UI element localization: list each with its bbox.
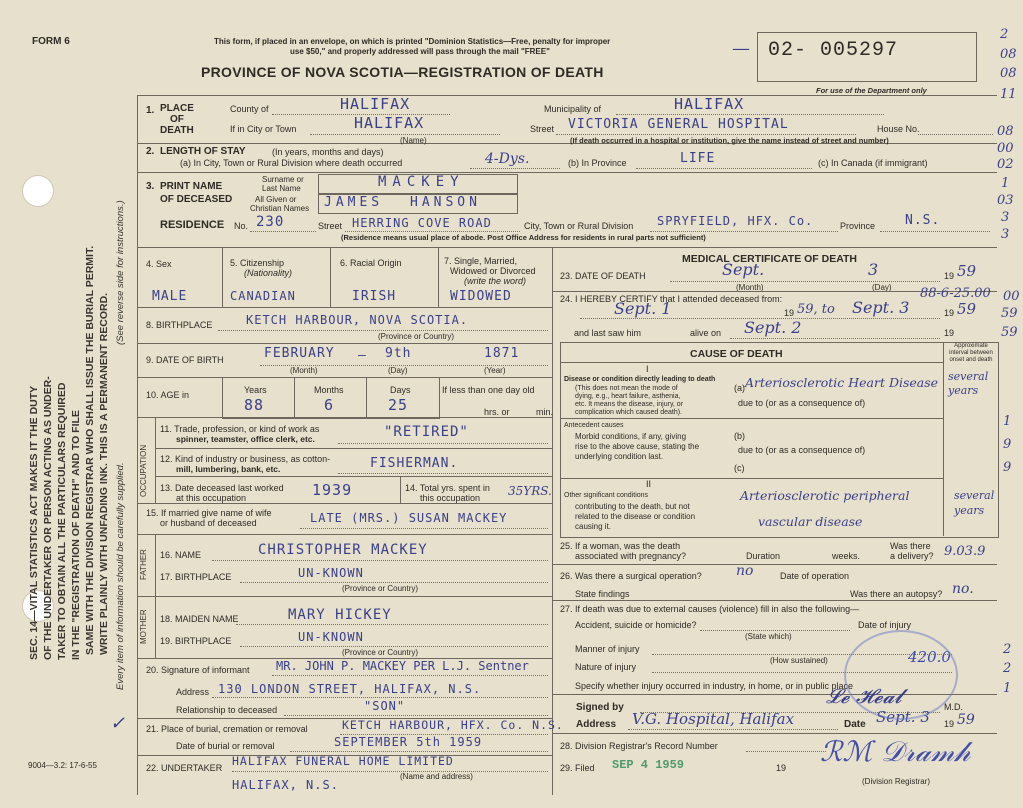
date-op-label: Date of operation <box>780 571 850 581</box>
margin-text-6: WRITE PLAINLY WITH UNFADING INK. THIS IS A PERMANENT RECORD. <box>98 292 110 655</box>
citizenship-sub: (Nationality) <box>244 268 293 278</box>
other-3: related to the disease or condition <box>575 512 696 521</box>
q17-label: 17. BIRTHPLACE <box>160 572 232 582</box>
code-4: 11 <box>1000 87 1017 102</box>
rule-after-q25 <box>552 564 997 565</box>
municipality-label: Municipality of <box>544 104 602 114</box>
code-15: 1 <box>1003 414 1012 429</box>
cause-c-label: (c) <box>734 463 745 473</box>
q14-value[interactable]: 35YRS. <box>508 484 552 498</box>
birthplace-label: 8. BIRTHPLACE <box>146 320 213 330</box>
margin-text-1: SEC. 14—VITAL STATISTICS ACT MAKES IT THE DUTY <box>28 385 40 660</box>
registrar-signature[interactable]: ℛℳ 𝒟𝓇𝒶𝓂𝒽 <box>820 735 971 768</box>
age-years[interactable]: 88 <box>244 396 265 414</box>
relationship-value[interactable]: "SON" <box>364 699 406 713</box>
age-div-1 <box>294 377 295 417</box>
sex-label: 4. Sex <box>146 259 172 269</box>
q11-value[interactable]: "RETIRED" <box>384 424 469 440</box>
code-2: 08 <box>1000 47 1017 62</box>
given-label-2: Christian Names <box>250 204 310 213</box>
street-note: (If death occurred in a hospital or institution, give the name instead of street and number) <box>570 136 889 145</box>
prov-sub-2: (Province or Country) <box>342 648 419 657</box>
division-registrar: (Division Registrar) <box>862 777 931 786</box>
antecedent-3: rise to the above cause, stating the <box>575 442 700 451</box>
q16-label: 16. NAME <box>160 550 202 560</box>
q13-label-2: at this occupation <box>176 493 247 503</box>
column-divider <box>552 247 553 795</box>
age-days[interactable]: 25 <box>388 396 409 414</box>
accident-line <box>700 630 850 631</box>
q11-label-1: 11. Trade, profession, or kind of work as <box>160 424 320 434</box>
margin-text-7: Every item of information should be carefully supplied. <box>115 462 126 690</box>
margin-text-3: TAKER TO OBTAIN ALL THE PARTICULARS REQUIRED <box>56 382 68 660</box>
cause-title: CAUSE OF DEATH <box>690 348 783 360</box>
age-div-2 <box>366 377 367 417</box>
q22-label: 22. UNDERTAKER <box>146 763 223 773</box>
city-line <box>310 134 500 135</box>
surgical-value[interactable]: no <box>736 563 754 579</box>
place-label-2: OF <box>170 114 184 125</box>
attend-from-year[interactable]: 59, to <box>797 302 835 317</box>
months-label: Months <box>314 385 344 395</box>
q13-label-1: 13. Date deceased last worked <box>160 483 284 493</box>
father-side-label: FATHER <box>139 549 148 580</box>
county-value[interactable]: HALIFAX <box>340 95 411 113</box>
residence-label: RESIDENCE <box>160 219 225 231</box>
q14-label-1: 14. Total yrs. spent in <box>405 483 490 493</box>
print-code: 9004—3.2: 17-6-55 <box>28 761 97 770</box>
alive-label: alive on <box>690 328 722 338</box>
residence-no-line <box>250 231 316 232</box>
date-injury-label: Date of injury <box>858 620 912 630</box>
stay-a-line <box>470 168 560 169</box>
death-day-sub: (Day) <box>872 283 892 292</box>
stay-a-label: (a) In City, Town or Rural Division where death occurred <box>180 158 403 168</box>
margin-text-5: SAME WITH THE DIVISION REGISTRAR WHO SHALL ISSUE THE BURIAL PERMIT. <box>84 245 96 655</box>
rule-after-q11 <box>155 448 552 449</box>
attend-from-prefix: 19 <box>784 308 795 318</box>
q20-label: 20. Signature of informant <box>146 665 250 675</box>
rule-after-antecedent <box>560 478 943 479</box>
prov-sub-1: (Province or Country) <box>342 584 419 593</box>
stay-a-value[interactable]: 4-Dys. <box>485 151 530 167</box>
stay-b-label: (b) In Province <box>568 158 627 168</box>
age-months[interactable]: 6 <box>324 396 335 414</box>
q25-label-2: associated with pregnancy? <box>575 551 687 561</box>
dob-sub-day: (Day) <box>388 366 408 375</box>
q13-value[interactable]: 1939 <box>312 481 353 499</box>
marital-label-3: (write the word) <box>464 276 527 286</box>
relationship-label: Relationship to deceased <box>176 705 278 715</box>
registration-number-box <box>757 32 977 82</box>
q12-label-2: mill, lumbering, bank, etc. <box>176 464 281 474</box>
q24-label: 24. I HEREBY CERTIFY that I attended deceased from: <box>560 294 783 304</box>
q25-label-1: 25. If a woman, was the death <box>560 541 681 551</box>
citizenship-value[interactable]: CANADIAN <box>230 289 296 303</box>
sex-value[interactable]: MALE <box>152 289 188 304</box>
burial-date-label: Date of burial or removal <box>176 741 275 751</box>
q21-label: 21. Place of burial, cremation or removal <box>146 724 308 734</box>
min-label: min. <box>536 407 554 417</box>
undertaker-name[interactable]: HALIFAX FUNERAL HOME LIMITED <box>232 754 454 768</box>
place-label-3: DEATH <box>160 125 194 136</box>
q20-line <box>272 675 548 676</box>
birthplace-sub: (Province or Country) <box>378 332 455 341</box>
form-left-border <box>137 95 138 795</box>
code-7: 02 <box>997 157 1014 172</box>
code-9: 03 <box>997 193 1014 208</box>
city-value[interactable]: HALIFAX <box>354 114 425 132</box>
marital-value[interactable]: WIDOWED <box>450 289 512 304</box>
occupation-side-label: OCCUPATION <box>139 444 148 497</box>
state-findings-label: State findings <box>575 589 630 599</box>
code-10: 3 <box>1001 210 1010 225</box>
interval-column <box>943 342 944 536</box>
spouse-label-1: 15. If married give name of wife <box>146 508 272 518</box>
dob-dash: – <box>358 348 367 363</box>
name-label-1: PRINT NAME <box>160 181 223 192</box>
how-sustained: (How sustained) <box>770 656 828 665</box>
street-value[interactable]: VICTORIA GENERAL HOSPITAL <box>568 117 789 132</box>
q12-value[interactable]: FISHERMAN. <box>370 456 459 471</box>
antecedent-4: underlying condition last. <box>575 452 664 461</box>
occupation-side-border <box>155 417 156 503</box>
interval-a[interactable]: several years <box>948 370 989 397</box>
age-label: 10. AGE in <box>146 390 190 400</box>
q19-label: 19. BIRTHPLACE <box>160 636 232 646</box>
q23-line <box>670 281 940 282</box>
signed-label: Signed by <box>576 702 624 713</box>
surname-value[interactable]: MACKEY <box>378 174 465 190</box>
city-sub: (Name) <box>400 136 427 145</box>
q13-q14-div <box>400 476 401 503</box>
accident-label: Accident, suicide or homicide? <box>575 620 697 630</box>
code-8: 1 <box>1001 176 1010 191</box>
residence-no-label: No. <box>234 221 249 231</box>
other-1: Other significant conditions <box>564 492 649 499</box>
q12-line <box>338 473 548 474</box>
other-cause-1[interactable]: Arteriosclerotic peripheral <box>740 488 910 503</box>
racial-value[interactable]: IRISH <box>352 289 397 304</box>
informant-address[interactable]: 130 LONDON STREET, HALIFAX, N.S. <box>218 682 482 696</box>
given-value-1[interactable]: JAMES <box>324 195 384 210</box>
registration-number: 02- 005297 <box>768 39 899 62</box>
informant-signature[interactable]: MR. JOHN P. MACKEY PER L.J. Sentner <box>276 659 529 673</box>
informant-address-line <box>212 697 548 698</box>
department-use-note: For use of the Department only <box>816 86 927 95</box>
last-saw[interactable]: Sept. 2 <box>744 318 802 337</box>
disease-label-4: etc. It means the disease, injury, or <box>575 401 684 408</box>
less-day-label: If less than one day old <box>442 385 535 395</box>
marital-label-2: Widowed or Divorced <box>450 266 536 276</box>
last-saw-line <box>730 338 940 339</box>
other-4: causing it. <box>575 522 612 531</box>
marital-label-1: 7. Single, Married, <box>444 256 518 266</box>
city-label: If in City or Town <box>230 124 297 134</box>
q18-label: 18. MAIDEN NAME <box>160 614 239 624</box>
sign-year[interactable]: 59 <box>957 712 975 728</box>
personal-div-3 <box>438 247 439 307</box>
q16-line <box>212 560 548 561</box>
father-birthplace[interactable]: UN-KNOWN <box>298 566 364 580</box>
stay-b-value[interactable]: LIFE <box>680 151 716 166</box>
death-month[interactable]: Sept. <box>722 260 765 279</box>
code-12: 00 <box>1003 289 1020 304</box>
envelope-note-1: This form, if placed in an envelope, on which is printed "Dominion Statistics—Free, penalty for improper <box>214 37 611 46</box>
residence-street-line <box>345 231 520 232</box>
md-label: M.D. <box>944 702 963 712</box>
residence-province-line <box>880 231 990 232</box>
rule-after-spouse <box>137 534 552 535</box>
informant-address-label: Address <box>176 687 210 697</box>
other-cause-2[interactable]: vascular disease <box>758 514 863 529</box>
birthplace-value[interactable]: KETCH HARBOUR, NOVA SCOTIA. <box>246 313 469 327</box>
undertaker-address[interactable]: HALIFAX, N.S. <box>232 778 339 792</box>
mother-side-label: MOTHER <box>139 609 148 644</box>
delivery-label-1: Was there <box>890 541 931 551</box>
cause-b-label: (b) <box>734 431 745 441</box>
rule-father-mother <box>137 596 552 597</box>
mother-birthplace[interactable]: UN-KNOWN <box>298 630 364 644</box>
sign-date-label: Date <box>844 719 866 730</box>
municipality-line <box>616 114 884 115</box>
margin-check: ✓ <box>110 713 126 734</box>
q29-label: 29. Filed <box>560 763 595 773</box>
q26-label: 26. Was there a surgical operation? <box>560 571 702 581</box>
citizenship-label: 5. Citizenship <box>230 258 285 268</box>
state-which: (State which) <box>745 632 792 641</box>
surname-label-1: Surname or <box>262 175 304 184</box>
rule-after-stay <box>137 172 997 173</box>
name-num: 3. <box>146 181 155 192</box>
death-month-sub: (Month) <box>736 283 764 292</box>
rule-after-signature <box>552 733 997 734</box>
county-label: County of <box>230 104 269 114</box>
place-num: 1. <box>146 105 155 116</box>
last-saw-label: and last saw him <box>574 328 642 338</box>
mother-name[interactable]: MARY HICKEY <box>288 607 392 623</box>
spouse-value[interactable]: LATE (MRS.) SUSAN MACKEY <box>310 511 508 525</box>
form-label: FORM 6 <box>32 36 70 47</box>
birthplace-line <box>218 330 548 331</box>
q23-label: 23. DATE OF DEATH <box>560 271 646 281</box>
rule-under-cause-title <box>560 362 943 363</box>
code-18: 2 <box>1003 642 1012 657</box>
disease-label-3: dying, e.g., heart failure, asthenia, <box>575 393 681 400</box>
margin-text-8: (See reverse side for instructions.) <box>115 200 126 345</box>
stamp-note: 420.0 <box>908 648 951 666</box>
medical-title: MEDICAL CERTIFICATE OF DEATH <box>682 253 857 265</box>
dob-sub-year: (Year) <box>484 366 506 375</box>
attend-to-year[interactable]: 59 <box>957 300 977 318</box>
death-year-prefix: 19 <box>944 271 955 281</box>
stay-sub: (In years, months and days) <box>272 147 384 157</box>
other-2: contributing to the death, but not <box>575 502 690 511</box>
form-title: PROVINCE OF NOVA SCOTIA—REGISTRATION OF DEATH <box>201 64 604 80</box>
residence-no[interactable]: 230 <box>256 214 285 230</box>
rule-after-occupation <box>137 503 552 504</box>
burial-place[interactable]: KETCH HARBOUR, HFX. Co. N.S. <box>342 718 564 732</box>
q12-label-1: 12. Kind of industry or business, as cotton- <box>160 454 331 464</box>
house-label: House No. <box>877 124 920 134</box>
sign-date[interactable]: Sept. 3 <box>876 708 930 726</box>
dash-mark: — <box>732 38 750 59</box>
residence-note: (Residence means usual place of abode. Post Office Address for residents in rural parts not sufficient) <box>341 233 706 242</box>
q28-label: 28. Division Registrar's Record Number <box>560 741 718 751</box>
code-19: 2 <box>1003 661 1012 676</box>
racial-label: 6. Racial Origin <box>340 258 402 268</box>
section-ii: II <box>646 479 652 489</box>
attend-to-prefix: 19 <box>944 308 955 318</box>
rule-after-q26 <box>552 600 997 601</box>
disease-label-2: (This does not mean the mode of <box>575 385 678 392</box>
delivery-code: 9.03.9 <box>944 544 986 559</box>
q27-label: 27. If death was due to external causes (violence) fill in also the following— <box>560 604 860 614</box>
code-13: 59 <box>1001 306 1018 321</box>
residence-province[interactable]: N.S. <box>905 213 941 228</box>
code-20: 1 <box>1003 681 1012 696</box>
q19-line <box>240 646 548 647</box>
due-to-2: due to (or as a consequence of) <box>738 445 866 455</box>
days-label: Days <box>390 385 411 395</box>
residence-city[interactable]: SPRYFIELD, HFX. Co. <box>657 214 814 228</box>
specify-label: Specify whether injury occurred in industry, in home, or in public place <box>575 681 853 691</box>
rule-after-personal <box>137 307 552 308</box>
code-5: 08 <box>997 124 1014 139</box>
residence-city-line <box>650 231 838 232</box>
disease-label-1: Disease or condition directly leading to death <box>564 376 716 383</box>
stay-label: LENGTH OF STAY <box>160 146 246 157</box>
rule-after-disease <box>560 418 943 419</box>
personal-div-2 <box>330 247 331 307</box>
death-day[interactable]: 3 <box>868 260 879 279</box>
stay-num: 2. <box>146 146 155 157</box>
q28-line <box>746 751 826 752</box>
cause-a-label: (a) <box>734 383 745 393</box>
dob-month[interactable]: FEBRUARY <box>264 346 335 361</box>
weeks-label: weeks. <box>832 551 861 561</box>
q14-label-2: this occupation <box>420 493 481 503</box>
attend-to[interactable]: Sept. 3 <box>852 298 910 317</box>
registrar-stamp-circle <box>844 630 958 720</box>
dob-label: 9. DATE OF BIRTH <box>146 355 224 365</box>
undertaker-sub: (Name and address) <box>400 772 473 781</box>
sign-year-prefix: 19 <box>944 719 955 729</box>
dob-sub-month: (Month) <box>290 366 318 375</box>
q22-line <box>232 771 548 772</box>
filed-prefix: 19 <box>776 763 787 773</box>
autopsy-label: Was there an autopsy? <box>850 589 943 599</box>
sign-address[interactable]: V.G. Hospital, Halifax <box>632 710 795 728</box>
dob-year[interactable]: 1871 <box>484 346 520 361</box>
spouse-line <box>300 528 548 529</box>
stay-c-label: (c) In Canada (if immigrant) <box>818 158 928 168</box>
physician-signature[interactable]: 𝓛𝓮 𝓗𝓮𝓪𝓵 <box>826 684 902 708</box>
house-line <box>918 134 993 135</box>
manner-label: Manner of injury <box>575 644 640 654</box>
rule-after-q12 <box>155 476 552 477</box>
q17-line <box>240 582 548 583</box>
rule-after-birthplace <box>137 343 552 344</box>
antecedent-2: Morbid conditions, if any, giving <box>575 432 687 441</box>
code-17: 9 <box>1003 460 1012 475</box>
due-to-1: due to (or as a consequence of) <box>738 398 866 408</box>
surname-label-2: Last Name <box>262 184 301 193</box>
duration-label: Duration <box>746 551 781 561</box>
code-16: 9 <box>1003 437 1012 452</box>
name-label-2: OF DECEASED <box>160 194 233 205</box>
street-line <box>556 134 856 135</box>
street-label: Street <box>530 124 555 134</box>
nature-label: Nature of injury <box>575 662 637 672</box>
margin-text-4: IN THE "REGISTRATION OF DEATH" AND TO FILE <box>70 410 82 660</box>
filed-stamp: SEP 4 1959 <box>612 758 685 772</box>
code-6: 00 <box>997 141 1014 156</box>
burial-date-line <box>290 751 548 752</box>
autopsy-value[interactable]: no. <box>952 581 974 597</box>
margin-note: 88-6-25.00 <box>920 286 991 301</box>
code-11: 3 <box>1001 227 1010 242</box>
burial-date[interactable]: SEPTEMBER 5th 1959 <box>334 735 483 749</box>
residence-province-label: Province <box>840 221 876 231</box>
attend-from[interactable]: Sept. 1 <box>614 299 672 318</box>
cause-a[interactable]: Arteriosclerotic Heart Disease <box>745 375 939 390</box>
death-year[interactable]: 59 <box>957 262 977 280</box>
antecedent-1: Antecedent causes <box>564 422 624 429</box>
punch-hole-top <box>22 175 54 207</box>
residence-street-label: Street <box>318 221 343 231</box>
personal-div-1 <box>222 247 223 307</box>
q11-label-2: spinner, teamster, office clerk, etc. <box>176 434 315 444</box>
section-i: I <box>646 364 649 374</box>
code-3: 08 <box>1000 66 1017 81</box>
residence-street[interactable]: HERRING COVE ROAD <box>352 216 492 230</box>
hrs-label: hrs. or <box>484 407 510 417</box>
residence-city-label: City, Town or Rural Division <box>524 221 634 231</box>
q18-line <box>236 624 548 625</box>
code-14: 59 <box>1001 325 1018 340</box>
spouse-label-2: or husband of deceased <box>160 518 257 528</box>
place-label-1: PLACE <box>160 103 194 114</box>
municipality-value[interactable]: HALIFAX <box>674 95 745 113</box>
sign-address-line <box>628 729 838 730</box>
last-saw-prefix: 19 <box>944 328 955 338</box>
interval-other[interactable]: several years <box>954 489 995 517</box>
disease-label-5: complication which caused death). <box>575 409 683 416</box>
sign-address-label: Address <box>576 719 617 730</box>
rule-top <box>137 95 997 96</box>
years-label: Years <box>244 385 267 395</box>
q11-line <box>338 443 548 444</box>
stay-b-line <box>636 168 812 169</box>
father-name[interactable]: CHRISTOPHER MACKEY <box>258 542 428 558</box>
given-value-2[interactable]: HANSON <box>410 195 481 210</box>
rule-after-residence <box>137 247 997 248</box>
rule-after-age <box>137 417 552 418</box>
delivery-label-2: a delivery? <box>890 551 934 561</box>
given-label-1: All Given or <box>255 195 297 204</box>
envelope-note-2: use $50," and properly addressed will pass through the mail "FREE" <box>290 47 550 56</box>
interval-note: Approximate interval between onset and death <box>949 343 993 363</box>
relationship-line <box>284 715 548 716</box>
dob-day[interactable]: 9th <box>385 346 412 361</box>
code-1: 2 <box>1000 27 1009 42</box>
margin-text-2: OF THE UNDERTAKER OR PERSON ACTING AS UNDER- <box>42 376 54 660</box>
